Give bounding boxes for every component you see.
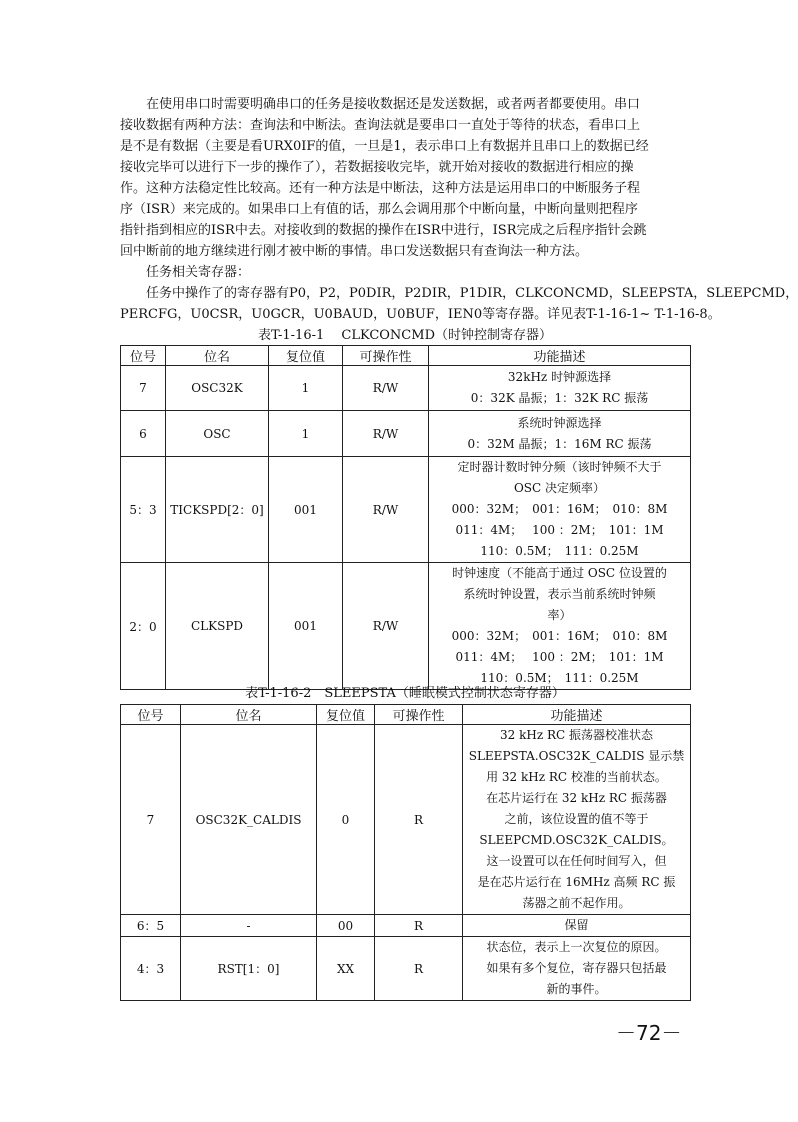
header-rw: 可操作性 [343,346,429,366]
cell-reset: 00 [317,915,375,937]
desc-line: 时钟速度（不能高于通过 OSC 位设置的 [452,566,667,580]
desc-line: 定时器计数时钟分频（该时钟频不大于 [457,460,662,474]
page-number: －72－ [616,1021,682,1045]
desc-line: 率） [547,608,572,622]
sleepsta-table [120,704,691,1001]
desc-line: 32kHz 时钟源选择 [507,370,612,384]
register-list-paragraph [120,283,798,325]
cell-bit: 5：3 [121,457,166,563]
section-heading: 任务相关寄存器： [120,265,251,280]
header-bit: 位号 [121,705,181,725]
table-row [121,725,691,915]
intro-paragraph [120,94,668,262]
desc-line: 000：32M； 001：16M； 010：8M [451,502,668,516]
cell-desc [429,563,691,690]
table-row [121,457,691,563]
table-row [121,937,691,1001]
cell-rw: R [375,915,463,937]
header-reset: 复位值 [317,705,375,725]
header-desc: 功能描述 [429,346,691,366]
cell-rw: R/W [343,563,429,690]
desc-line: 32 kHz RC 振荡器校准状态 [500,728,653,742]
desc-line: 0：32M 晶振；1：16M RC 振荡 [467,436,652,451]
desc-line: 011：4M； 100 ：2M； 101：1M [455,650,664,664]
cell-reset: 001 [269,457,343,563]
desc-line: 系统时钟源选择 [517,415,602,430]
cell-bit: 4：3 [121,937,181,1001]
table2-caption: 表T-1-16-2 SLEEPSTA（睡眠模式控制状态寄存器） [245,686,565,701]
desc-line: 110：0.5M； 111：0.25M [480,671,639,685]
cell-bit: 6 [121,411,166,457]
cell-rw: R/W [343,411,429,457]
table-header-row [121,346,691,366]
table-header-row [121,705,691,725]
desc-line: SLEEPCMD.OSC32K_CALDIS。 [479,833,674,847]
cell-name: RST[1：0] [181,937,317,1001]
cell-bit: 6：5 [121,915,181,937]
table-row [121,563,691,690]
table-row [121,366,691,411]
cell-rw: R [375,937,463,1001]
cell-desc [463,937,691,1001]
desc-line: 110：0.5M； 111：0.25M [480,544,639,558]
paragraph-line: 作。这种方法稳定性比较高。还有一种方法是中断法，这种方法是运用串口的中断服务子程 [120,181,641,196]
desc-line: 系统时钟设置，表示当前系统时钟频 [463,587,656,601]
cell-name: OSC32K_CALDIS [181,725,317,915]
table-row [121,915,691,937]
header-rw: 可操作性 [375,705,463,725]
desc-line: 状态位，表示上一次复位的原因。 [486,940,667,954]
paragraph-line: 接收完毕可以进行下一步的操作了），若数据接收完毕，就开始对接收的数据进行相应的操 [120,160,634,175]
desc-line: 这一设置可以在任何时间写入，但 [486,854,667,868]
header-name: 位名 [166,346,269,366]
paragraph-line: 在使用串口时需要明确串口的任务是接收数据还是发送数据，或者两者都要使用。串口 [120,97,641,112]
desc-line: 在芯片运行在 32 kHz RC 振荡器 [486,791,667,805]
cell-bit: 7 [121,725,181,915]
cell-name: OSC [166,411,269,457]
cell-desc [429,457,691,563]
desc-line: SLEEPSTA.OSC32K_CALDIS 显示禁 [468,749,685,763]
header-reset: 复位值 [269,346,343,366]
desc-line: 是在芯片运行在 16MHz 高频 RC 振 [477,875,676,889]
cell-rw: R/W [343,457,429,563]
paragraph-line: 回中断前的地方继续进行刚才被中断的事情。串口发送数据只有查询法一种方法。 [120,244,589,259]
desc-line: 荡器之前不起作用。 [522,896,631,910]
cell-desc [463,725,691,915]
cell-name: OSC32K [166,366,269,411]
cell-desc [463,915,691,937]
cell-rw: R/W [343,366,429,411]
desc-line: 之前，该位设置的值不等于 [504,812,649,826]
desc-line: OSC 决定频率） [513,481,606,495]
header-bit: 位号 [121,346,166,366]
desc-line: 0：32K 晶振；1：32K RC 振荡 [470,391,649,405]
cell-desc [429,411,691,457]
desc-line: 用 32 kHz RC 校准的当前状态。 [486,770,667,784]
header-name: 位名 [181,705,317,725]
cell-reset: 1 [269,411,343,457]
desc-line: 保留 [564,918,589,932]
cell-name: - [181,915,317,937]
paragraph-line: 接收数据有两种方法：查询法和中断法。查询法就是要串口一直处于等待的状态，看串口上 [120,118,641,133]
desc-line: 000：32M； 001：16M； 010：8M [451,629,668,643]
cell-reset: 001 [269,563,343,690]
paragraph-line: 序（ISR）来完成的。如果串口上有值的话，那么会调用那个中断向量，中断向量则把程序 [120,202,638,217]
desc-line: 011：4M； 100 ：2M； 101：1M [455,523,664,537]
clkconcmd-table [120,345,691,690]
cell-rw: R [375,725,463,915]
cell-bit: 2：0 [121,563,166,690]
desc-line: 新的事件。 [546,982,607,996]
header-desc: 功能描述 [463,705,691,725]
table1-caption: 表T-1-16-1 CLKCONCMD（时钟控制寄存器） [258,328,552,343]
table-row [121,411,691,457]
desc-line: 如果有多个复位，寄存器只包括最 [486,961,667,975]
paragraph-line: 任务中操作了的寄存器有P0，P2，P0DIR，P2DIR，P1DIR，CLKCONCMD，SLEEPSTA，SLEEPCMD， [120,286,798,301]
cell-reset: XX [317,937,375,1001]
cell-name: CLKSPD [166,563,269,690]
cell-bit: 7 [121,366,166,411]
paragraph-line: PERCFG，U0CSR，U0GCR，U0BAUD，U0BUF，IEN0等寄存器。详见表T-1-16-1~ T-1-16-8。 [120,307,721,322]
cell-reset: 0 [317,725,375,915]
cell-desc [429,366,691,411]
paragraph-line: 是不是有数据（主要是看URX0IF的值，一旦是1，表示串口上有数据并且串口上的数据已经 [120,139,649,154]
cell-reset: 1 [269,366,343,411]
paragraph-line: 指针指到相应的ISR中去。对接收到的数据的操作在ISR中进行，ISR完成之后程序指针会跳 [120,223,647,238]
cell-name: TICKSPD[2：0] [166,457,269,563]
